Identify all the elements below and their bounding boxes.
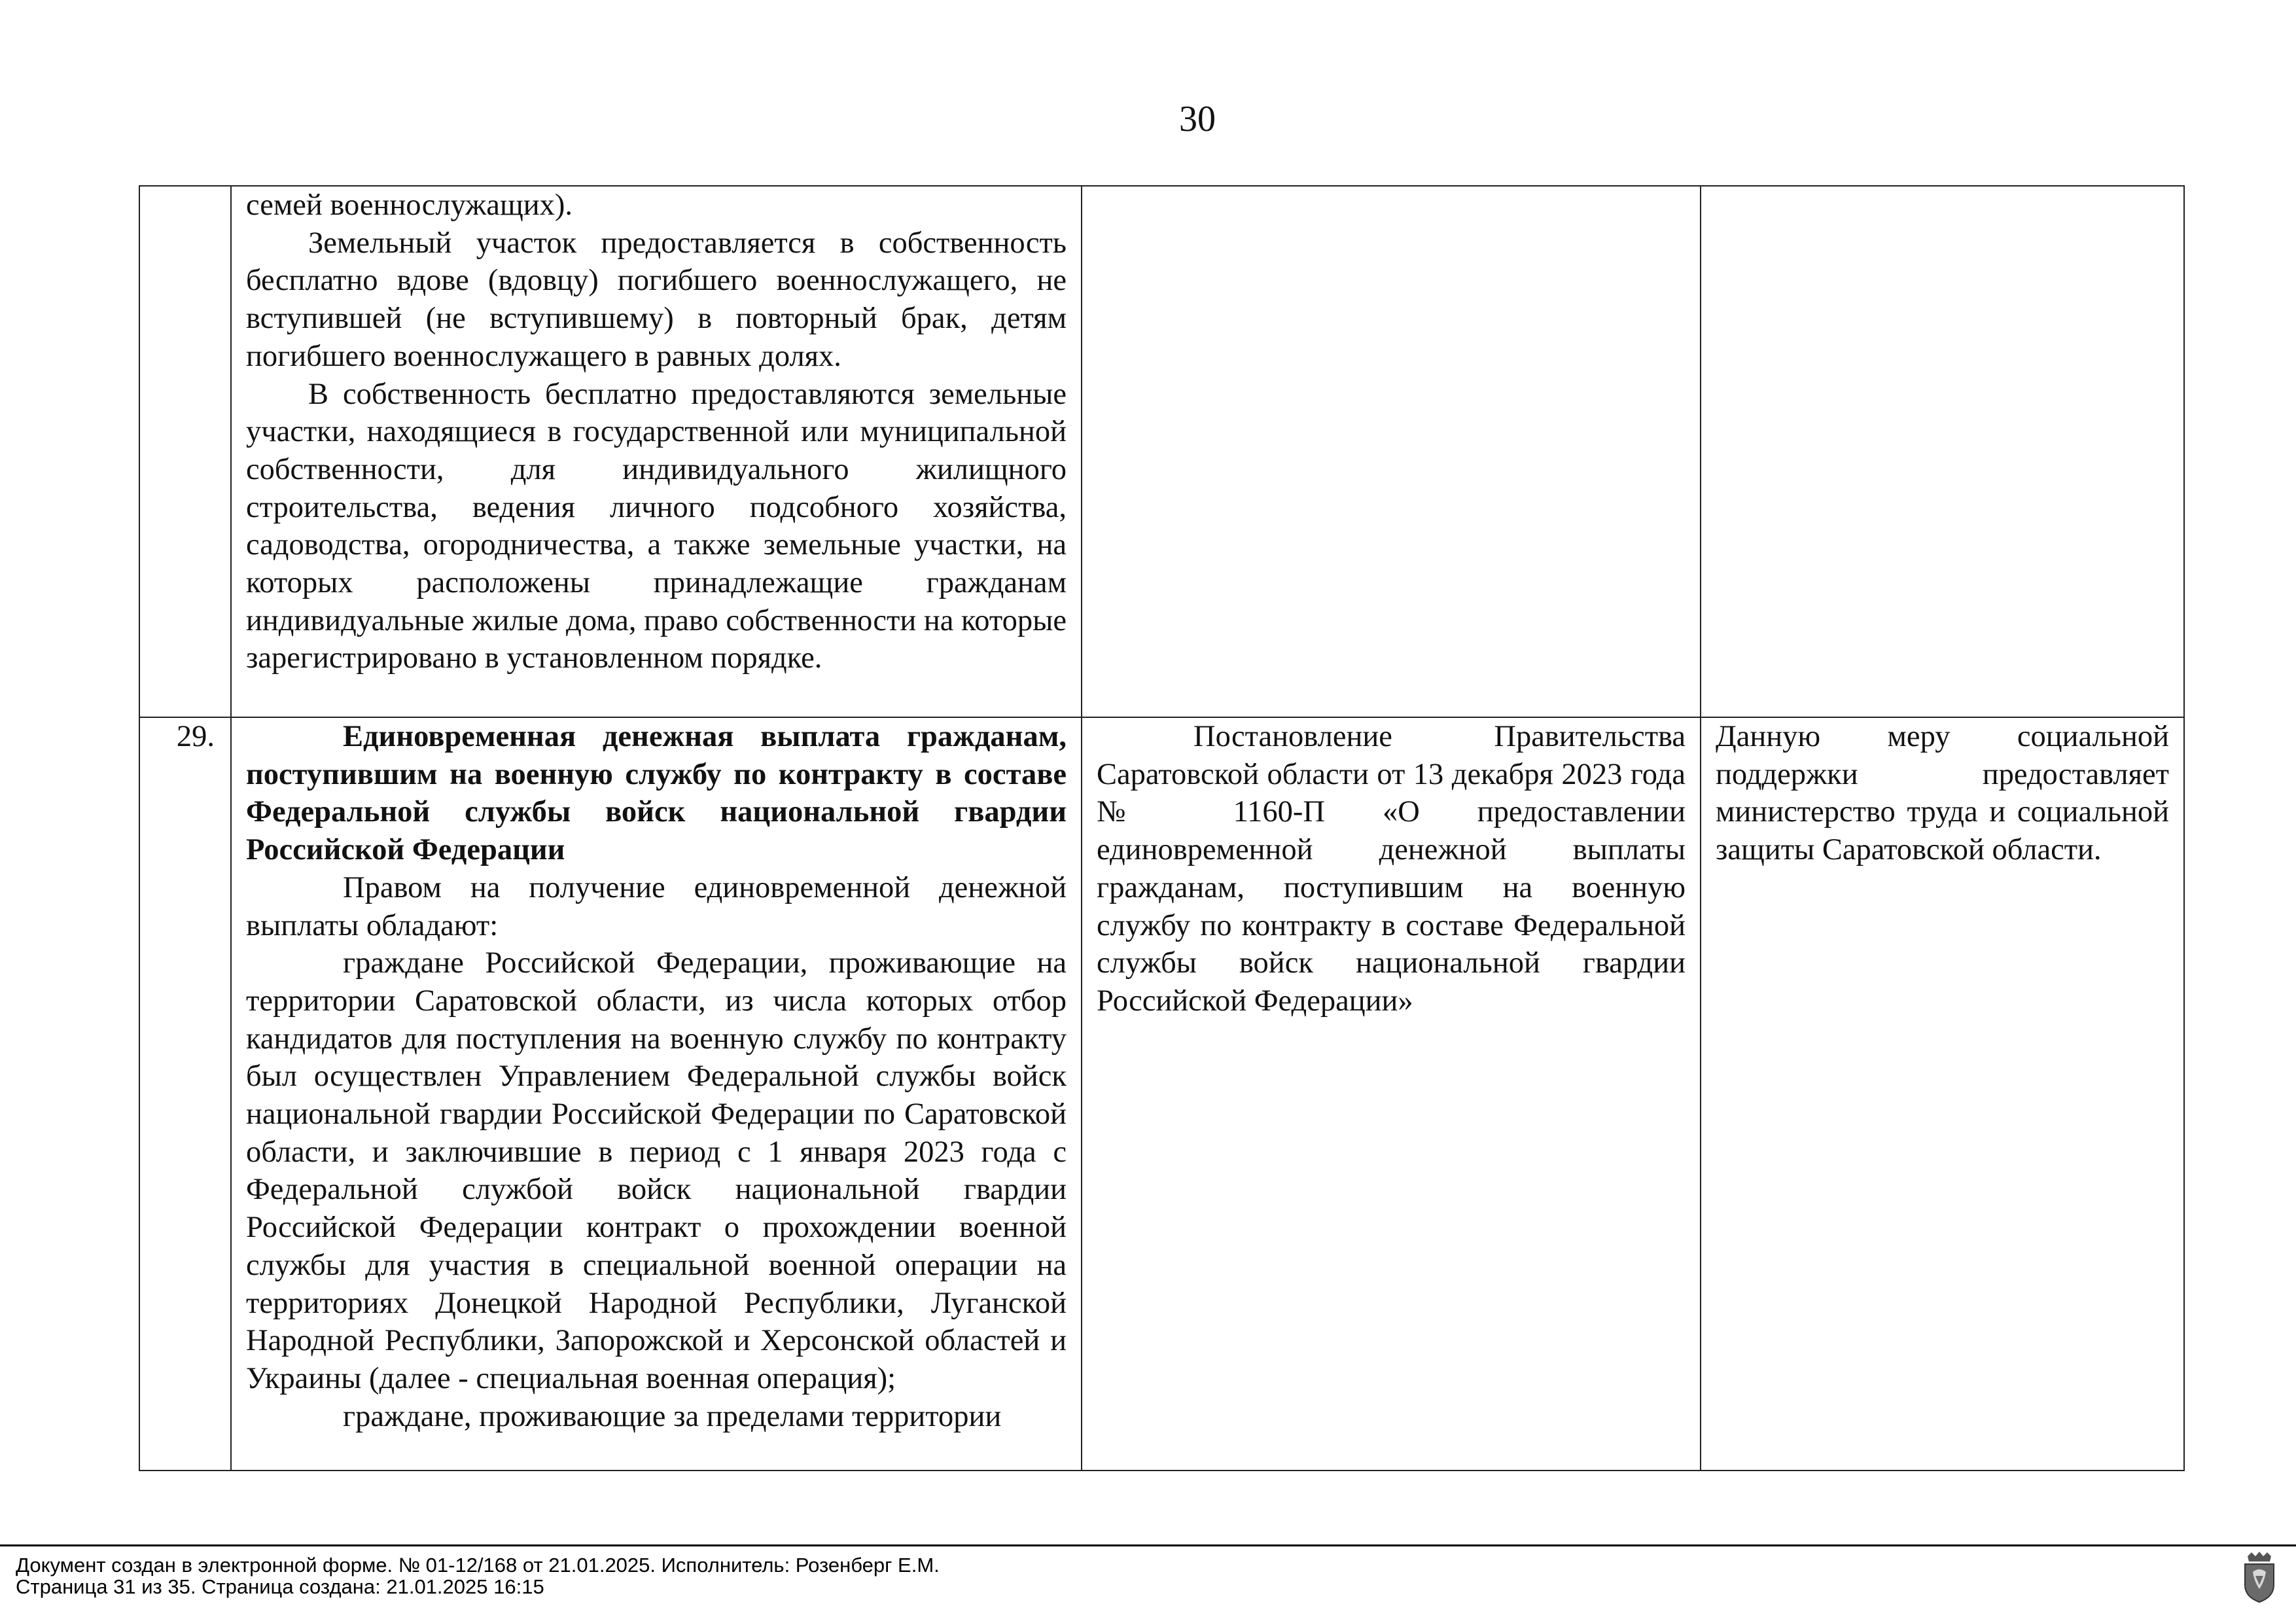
row-number-cell xyxy=(139,186,231,717)
description-cell xyxy=(231,186,1082,717)
provider-cell xyxy=(1701,186,2184,717)
legal-basis-cell xyxy=(1082,186,1701,717)
footer-line-page-info: Страница 31 из 35. Страница создана: 21.01.2025 16:15 xyxy=(16,1575,544,1598)
measure-title: Единовременная денежная выплата гражданам, поступившим на военную службу по контракту в составе Федеральной службы войск национальной гвардии Российской Федерации xyxy=(246,720,1067,867)
table-row xyxy=(139,717,2184,1471)
table-row xyxy=(139,186,2184,717)
description-paragraph: семей военнослужащих). xyxy=(246,188,573,222)
saratov-coat-of-arms-icon xyxy=(2241,1551,2278,1603)
row-number: 29. xyxy=(176,720,215,753)
footer-divider xyxy=(0,1544,2296,1546)
description-paragraph: граждане, проживающие за пределами территории xyxy=(343,1399,1002,1433)
measures-table xyxy=(139,185,2185,1471)
document-footer xyxy=(16,1554,940,1597)
description-cell xyxy=(231,717,1082,1471)
provider-cell xyxy=(1701,717,2184,1471)
description-paragraph: граждане Российской Федерации, проживающие на территории Саратовской области, из числа которых отбор кандидатов для поступления на военную службу по контракту был осуществлен Управлением Федеральной службы войск национальной гвардии Российской Федерации по Саратовской области, и заключившие в период с 1 января 2023 года с Федеральной службой войск национальной гвардии Российской Федерации контракт о прохождении военной службы для участия в специальной военной операции на территориях Донецкой Народной Республики, Луганской Народной Республики, Запорожской и Херсонской областей и Украины (далее - специальная военная операция); xyxy=(246,946,1067,1395)
description-paragraph: В собственность бесплатно предоставляются земельные участки, находящиеся в государственной или муниципальной собственности, для индивидуального жилищного строительства, ведения личного подсобного хозяйства, садоводства, огородничества, а также земельные участки, на которых расположены принадлежащие гражданам индивидуальные жилые дома, право собственности на которые зарегистрировано в установленном порядке. xyxy=(246,377,1067,675)
description-paragraph: Правом на получение единовременной денежной выплаты обладают: xyxy=(246,870,1067,942)
row-number-cell xyxy=(139,717,231,1471)
legal-basis-cell xyxy=(1082,717,1701,1471)
description-paragraph: Земельный участок предоставляется в собственность бесплатно вдове (вдовцу) погибшего военнослужащего, не вступившей (не вступившему) в повторный брак, детям погибшего военнослужащего в равных долях. xyxy=(246,226,1067,373)
page-number: 30 xyxy=(1179,99,1216,139)
footer-line-document-info: Документ создан в электронной форме. № 01-12/168 от 21.01.2025. Исполнитель: Розенберг Е.М. xyxy=(16,1554,940,1577)
provider-text: Данную меру социальной поддержки предоставляет министерство труда и социальной защиты Саратовской области. xyxy=(1716,720,2169,867)
legal-basis-text: Постановление Правительства Саратовской области от 13 декабря 2023 года № 1160-П «О предоставлении единовременной денежной выплаты гражданам, поступившим на военную службу по контракту в составе Федеральной службы войск национальной гвардии Российской Федерации» xyxy=(1097,720,1686,1018)
